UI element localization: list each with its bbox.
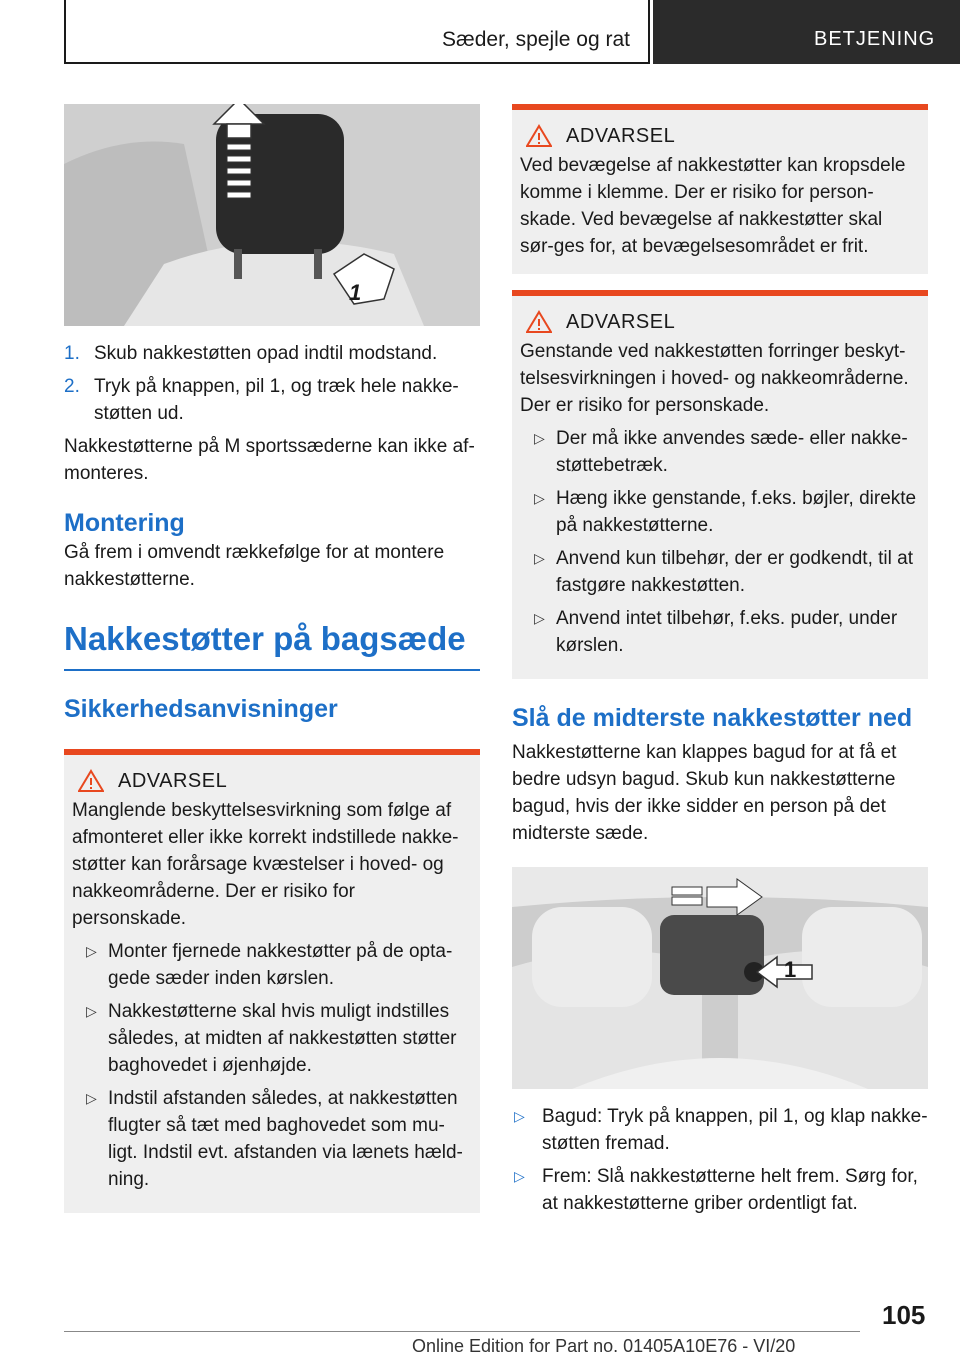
bullet-triangle-icon: ▷: [534, 550, 545, 566]
figure2-callout: 1: [784, 957, 797, 982]
page-number: 105: [882, 1300, 926, 1330]
headrest-fold-illustration: [512, 867, 928, 1089]
warning-box-right-2: [512, 290, 928, 679]
montering-text: Gå frem i omvendt rækkefølge for at montere nakkestøtterne.: [64, 542, 445, 590]
warning-list: [520, 425, 920, 659]
warning-box-right-1: [512, 104, 928, 274]
list-item: ▷ Nakkestøtterne skal hvis muligt indstilles således, at midten af nakkestøtten støtter baghovedet i øjenhøjde.: [72, 998, 472, 1079]
headrest-fold-figure: [512, 867, 928, 1089]
list-item: ▷ Indstil afstanden således, at nakkestøtten flugter så tæt med baghovedet som mu-ligt. Indstil evt. afstanden via lænets hæld-ning.: [72, 1085, 472, 1193]
left-column: [64, 104, 480, 1213]
headrest-removal-illustration: [64, 104, 480, 326]
list-item: ▷ Der må ikke anvendes sæde- eller nakke-støttebetræk.: [520, 425, 920, 479]
bullet-triangle-icon: ▷: [86, 1090, 97, 1106]
header-section-title: Sæder, spejle og rat: [442, 28, 630, 51]
warning-triangle-icon: [78, 769, 104, 793]
warning-header: [520, 310, 920, 334]
fold-headrest-text: Nakkestøtterne kan klappes bagud for at få et bedre udsyn bagud. Skub kun nakkestøtterne bagud, hvis der ikke sidder en person på det midterste sæde.: [512, 742, 897, 844]
removal-steps: [64, 340, 480, 427]
list-item: 2. Tryk på knappen, pil 1, og træk hele nakke-støtten ud.: [64, 376, 459, 424]
sport-seat-note: Nakkestøtterne på M sportssæderne kan ikke af-monteres.: [64, 436, 475, 484]
montering-heading: Montering: [64, 509, 185, 537]
list-item: ▷ Anvend kun tilbehør, der er godkendt, til at fastgøre nakkestøtten.: [520, 545, 920, 599]
header-chapter-tab: BETJENING: [653, 0, 960, 64]
fold-steps-list: [512, 1103, 928, 1217]
edition-text: Online Edition for Part no. 01405A10E76 - VI/20: [412, 1336, 796, 1356]
safety-heading: Sikkerhedsanvisninger: [64, 695, 338, 723]
list-item: ▷ Anvend intet tilbehør, f.eks. puder, under kørslen.: [520, 605, 920, 659]
warning-text: Genstande ved nakkestøtten forringer beskyt-telsesvirkningen i hoved- og nakkeområderne. Der er risiko for personskade.: [520, 341, 909, 416]
list-item: ▷ Hæng ikke genstande, f.eks. bøjler, direkte på nakkestøtterne.: [520, 485, 920, 539]
bullet-triangle-icon: ▷: [514, 1168, 525, 1184]
bullet-triangle-icon: ▷: [534, 610, 545, 626]
bullet-triangle-icon: ▷: [86, 943, 97, 959]
right-column: [512, 104, 928, 1223]
figure1-callout: 1: [349, 280, 362, 305]
bullet-triangle-icon: ▷: [534, 430, 545, 446]
headrest-removal-figure: [64, 104, 480, 326]
warning-triangle-icon: [526, 310, 552, 334]
warning-text: Ved bevægelse af nakkestøtter kan kropsdele komme i klemme. Der er risiko for person-skade. Ved bevægelse af nakkestøtter skal sør-ges for, at bevægelsesområdet er frit.: [520, 155, 906, 257]
list-item: 1. Skub nakkestøtten opad indtil modstand.: [64, 343, 438, 364]
warning-triangle-icon: [526, 124, 552, 148]
list-item: ▷ Bagud: Tryk på knappen, pil 1, og klap nakke-støtten fremad.: [512, 1103, 928, 1157]
list-item: ▷ Monter fjernede nakkestøtter på de opta-gede sæder inden kørslen.: [72, 938, 472, 992]
warning-header: [72, 769, 472, 793]
warning-label: ADVARSEL: [566, 124, 676, 147]
warning-box-left: [64, 749, 480, 1213]
main-heading: Nakkestøtter på bagsæde: [64, 619, 480, 671]
bullet-triangle-icon: ▷: [514, 1108, 525, 1124]
warning-label: ADVARSEL: [118, 769, 228, 792]
warning-list: [72, 938, 472, 1193]
list-item: ▷ Frem: Slå nakkestøtterne helt frem. Sørg for, at nakkestøtterne griber ordentligt fat.: [512, 1163, 928, 1217]
warning-header: [520, 124, 920, 148]
footer-divider: [64, 1331, 860, 1332]
bullet-triangle-icon: ▷: [86, 1003, 97, 1019]
bullet-triangle-icon: ▷: [534, 490, 545, 506]
warning-label: ADVARSEL: [566, 310, 676, 333]
fold-headrest-heading: Slå de midterste nakkestøtter ned: [512, 704, 913, 732]
warning-text: Manglende beskyttelsesvirkning som følge af afmonteret eller ikke korrekt indstillede nakke-støtter kan forårsage kvæstelser i hoved- og nakkeområderne. Der er risiko for personskade.: [72, 800, 459, 929]
